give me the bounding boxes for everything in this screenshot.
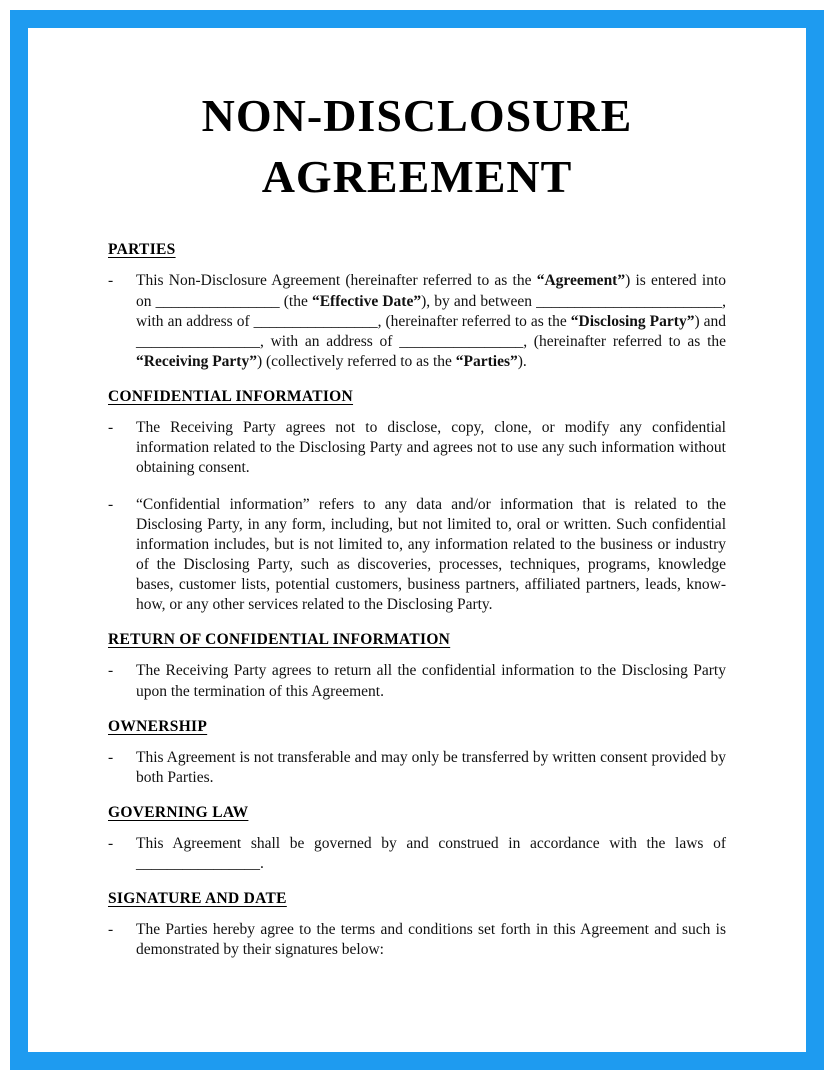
dash-bullet: - xyxy=(108,272,114,290)
blank-line-date: ________________ xyxy=(155,292,280,310)
document-title-line1: NON-DISCLOSURE xyxy=(201,90,633,141)
bold-term-receiving-party: “Receiving Party” xyxy=(136,353,257,370)
paragraph-governing-law xyxy=(136,834,726,874)
bold-term-agreement: “Agreement” xyxy=(536,272,626,290)
text-segment: , (hereinafter referred to as the xyxy=(377,312,571,330)
paragraph-ownership: This Agreement is not transferable and may only be transferred by written consent provided by both Parties. xyxy=(136,748,726,786)
dash-bullet: - xyxy=(108,834,114,852)
paragraph-parties xyxy=(136,271,726,372)
blank-line-address-1: ________________ xyxy=(253,312,378,330)
text-segment: ), by and between xyxy=(421,292,537,310)
dash-bullet: - xyxy=(108,748,114,766)
list-item-confidential-2 xyxy=(108,495,726,616)
text-segment: This Non-Disclosure Agreement (hereinafter referred to as the xyxy=(136,272,537,290)
dash-bullet: - xyxy=(108,662,114,680)
list-item-return xyxy=(108,661,726,701)
blank-line-party-name: ________________________ xyxy=(536,292,723,310)
section-heading-return: RETURN OF CONFIDENTIAL INFORMATION xyxy=(108,631,451,649)
bold-term-effective-date: “Effective Date” xyxy=(311,292,422,310)
dash-bullet: - xyxy=(108,921,114,939)
text-segment: ) (collectively referred to as the xyxy=(256,353,456,370)
list-item-parties xyxy=(108,271,726,372)
section-heading-ownership: OWNERSHIP xyxy=(108,717,208,735)
text-segment: ). xyxy=(517,353,527,370)
document-page xyxy=(28,28,806,1052)
bold-term-disclosing-party: “Disclosing Party” xyxy=(570,312,695,330)
dash-bullet: - xyxy=(108,419,114,437)
section-heading-signature-date: SIGNATURE AND DATE xyxy=(108,890,287,908)
page-border xyxy=(10,10,824,1070)
text-segment: , with an address of xyxy=(136,292,726,330)
list-item-governing-law xyxy=(108,834,726,874)
document-title-line2: AGREEMENT xyxy=(261,150,573,202)
list-item-confidential-1 xyxy=(108,418,726,478)
document-title xyxy=(108,86,726,207)
paragraph-return: The Receiving Party agrees to return all the confidential information to the Disclosing Party upon the termination of this Agreement. xyxy=(136,662,726,700)
text-segment: This Agreement shall be governed by and construed in accordance with the laws of xyxy=(136,834,726,852)
section-heading-governing-law: GOVERNING LAW xyxy=(108,803,249,821)
text-segment: . xyxy=(260,855,264,873)
text-segment: (the xyxy=(279,292,312,310)
bold-term-parties: “Parties” xyxy=(455,353,518,370)
blank-line-party-name-2: ________________ xyxy=(136,332,260,350)
text-segment: , (hereinafter referred to as the xyxy=(523,332,726,350)
text-segment: ) is entered into on xyxy=(136,272,726,310)
text-segment: ) and xyxy=(694,312,727,330)
text-segment: , with an address of xyxy=(260,332,400,350)
paragraph-signature: The Parties hereby agree to the terms and conditions set forth in this Agreement and such is demonstrated by their signatures below: xyxy=(136,921,726,959)
list-item-signature xyxy=(108,920,726,960)
paragraph-confidential-2: “Confidential information” refers to any data and/or information that is related to the Disclosing Party, in any form, including, but not limited to, oral or written. Such confidential information includes, but is not limited to, any information related to the business or industry of the Disclosing Party, such as discoveries, processes, techniques, programs, knowledge bases, customer lists, potential customers, business partners, affiliated partners, leads, know-how, or any other services related to the Disclosing Party. xyxy=(136,495,726,614)
paragraph-confidential-1: The Receiving Party agrees not to disclose, copy, clone, or modify any confidential information related to the Disclosing Party and agrees not to use any such information without obtaining consent. xyxy=(136,419,726,477)
list-item-ownership xyxy=(108,748,726,788)
section-heading-confidential-information: CONFIDENTIAL INFORMATION xyxy=(108,388,354,406)
section-heading-parties: PARTIES xyxy=(108,241,176,259)
blank-line-address-2: ________________ xyxy=(399,332,524,350)
dash-bullet: - xyxy=(108,495,114,513)
blank-line-jurisdiction: ________________ xyxy=(136,855,260,873)
